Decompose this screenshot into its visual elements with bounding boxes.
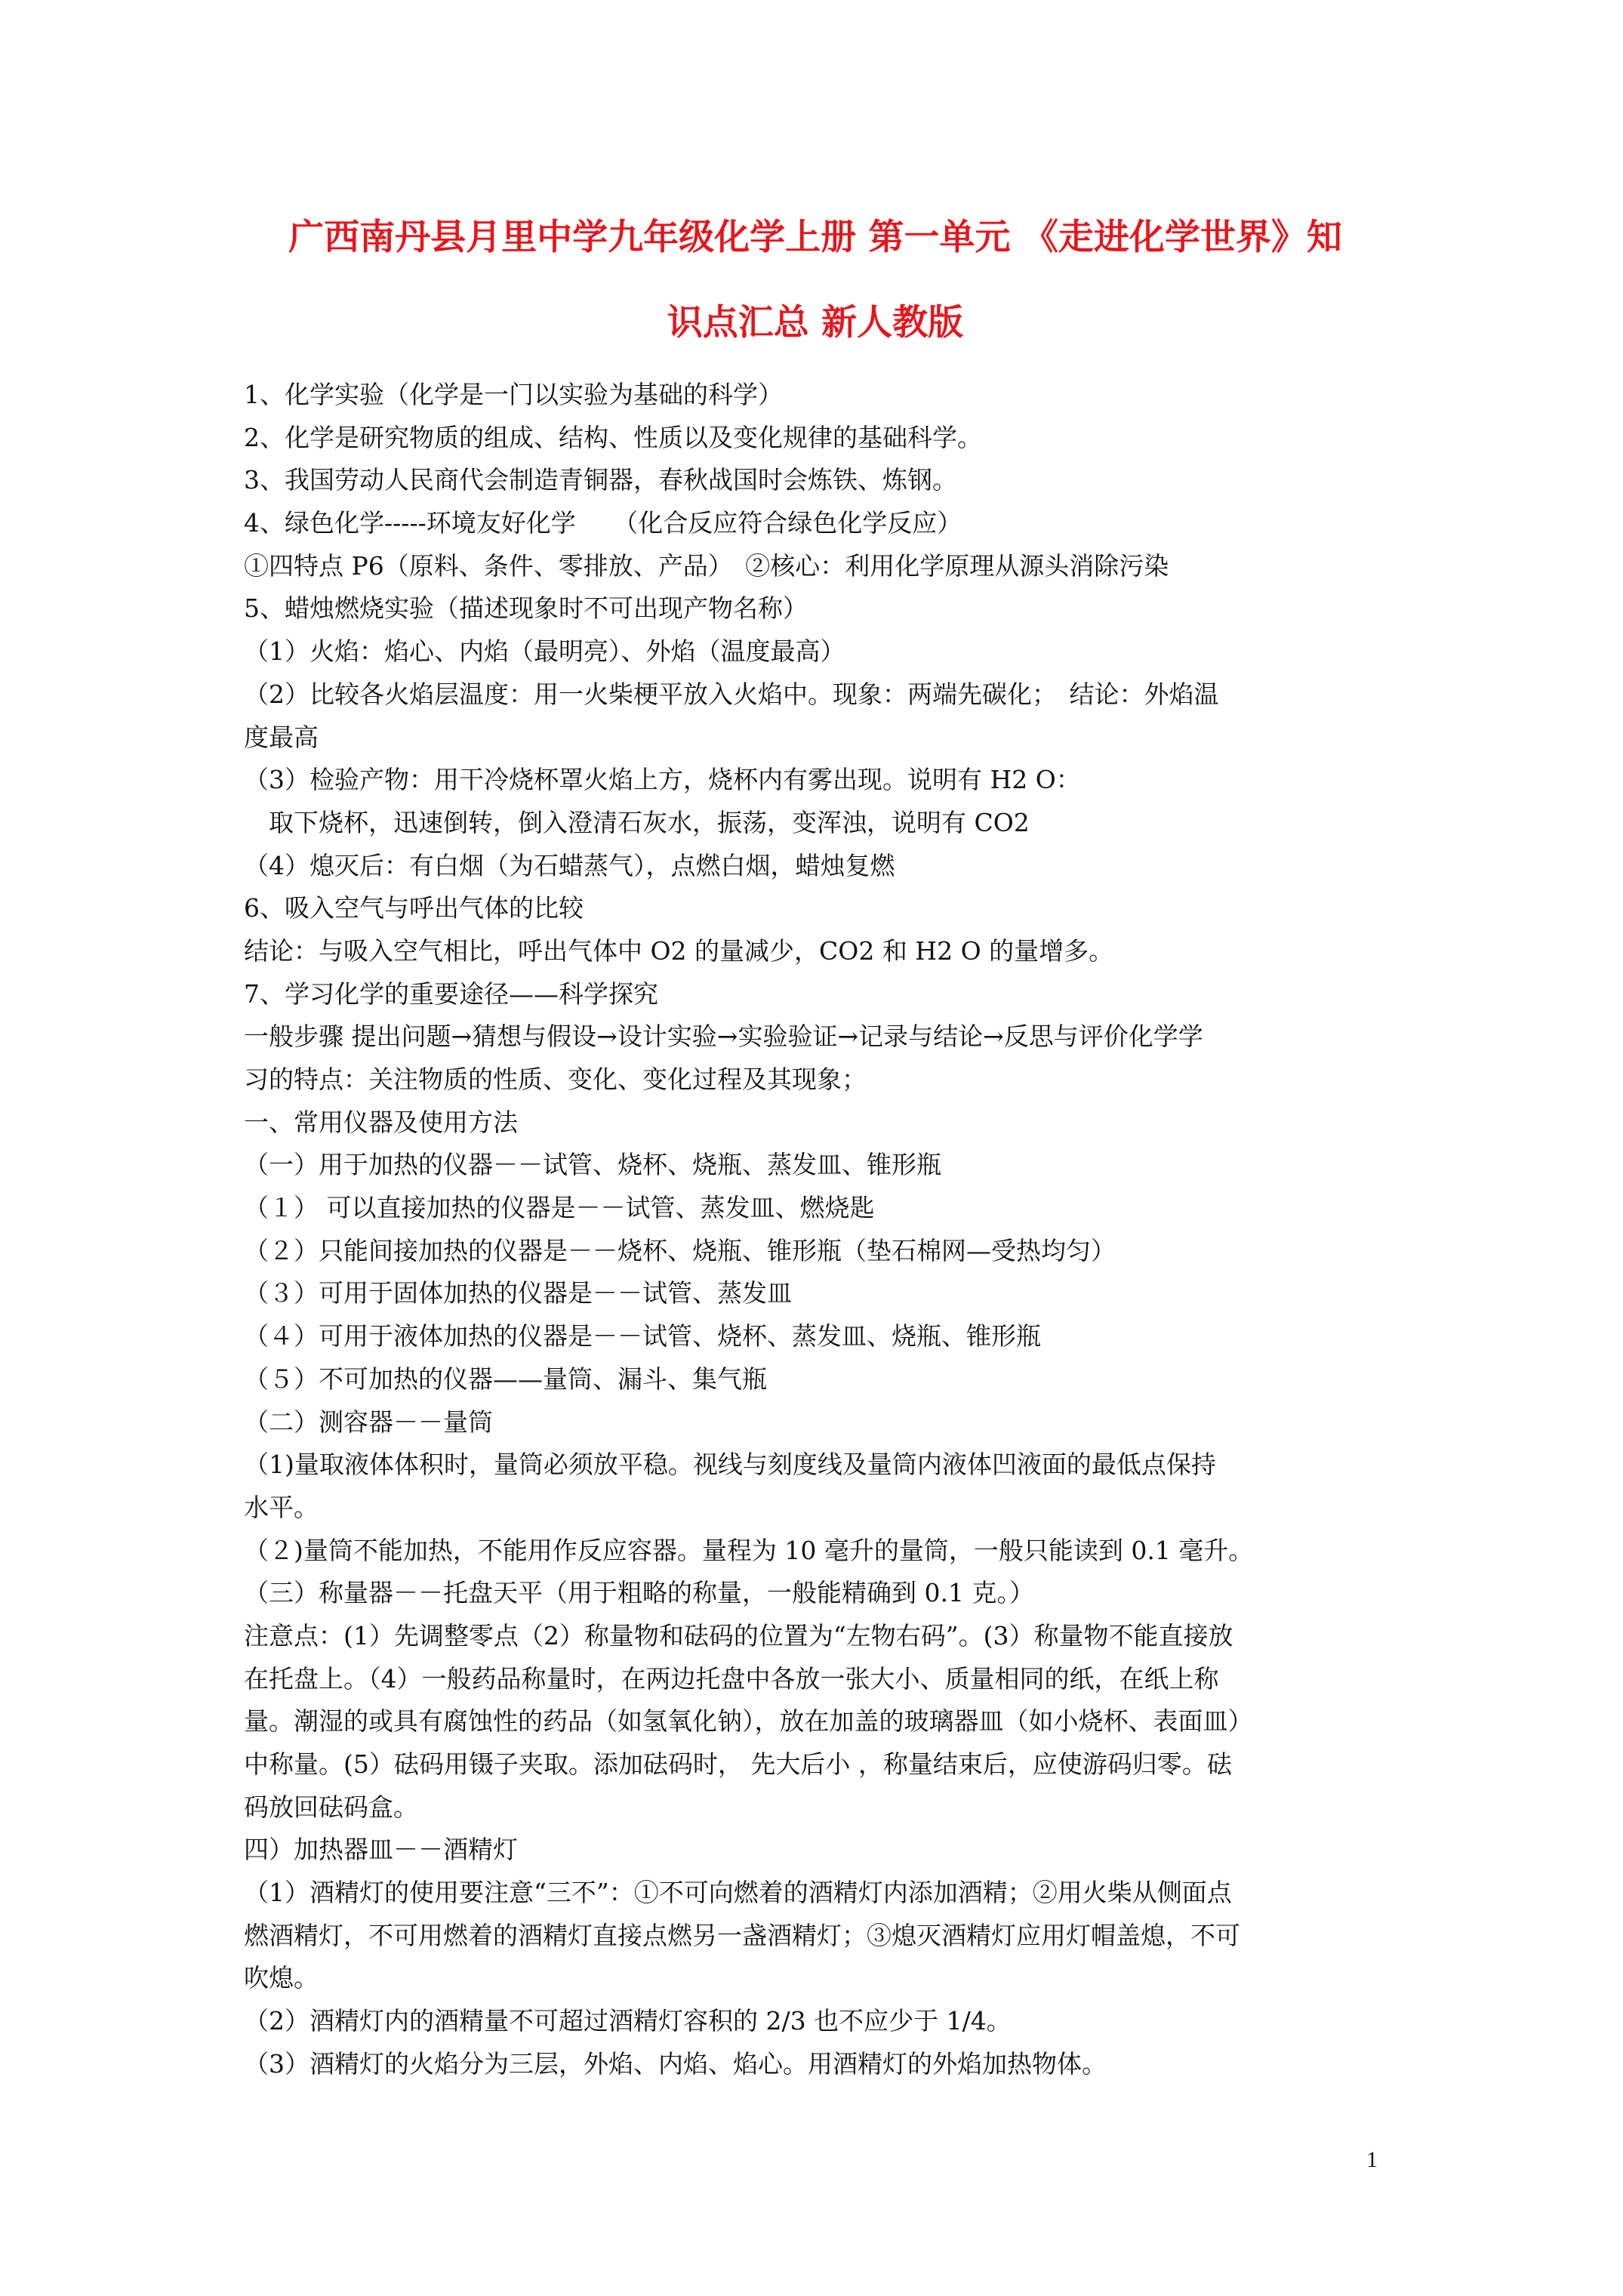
body-line: 5、蜡烛燃烧实验（描述现象时不可出现产物名称） — [244, 593, 808, 624]
body-line: 4、绿色化学-----环境友好化学 （化合反应符合绿色化学反应） — [244, 508, 962, 538]
body-line: 在托盘上。（4）一般药品称量时，在两边托盘中各放一张大小、质量相同的纸，在纸上称 — [244, 1663, 1219, 1693]
body-line: （３）可用于固体加热的仪器是－－试管、蒸发皿 — [244, 1278, 792, 1308]
body-line: 度最高 — [244, 722, 319, 752]
body-line: 注意点：(1）先调整零点（2）称量物和砝码的位置为“左物右码”。(3）称量物不能直接放 — [244, 1620, 1233, 1650]
body-line: （1）酒精灯的使用要注意“三不”：①不可向燃着的酒精灯内添加酒精；②用火柴从侧面点 — [244, 1878, 1232, 1908]
body-line: 一般步骤 提出问题→猜想与假设→设计实验→实验验证→记录与结论→反思与评价化学学 — [244, 1022, 1203, 1052]
body-line: （2）比较各火焰层温度：用一火柴梗平放入火焰中。现象：两端先碳化； 结论：外焰温 — [244, 679, 1219, 709]
body-line: 水平。 — [244, 1492, 319, 1522]
body-line: 燃酒精灯，不可用燃着的酒精灯直接点燃另一盏酒精灯；③熄灭酒精灯应用灯帽盖熄，不可 — [244, 1920, 1240, 1950]
body-line: （２)量筒不能加热，不能用作反应容器。量程为 10 毫升的量筒，一般只能读到 0.1 毫升。 — [244, 1535, 1254, 1565]
body-line: （3）检验产物：用干冷烧杯罩火焰上方，烧杯内有雾出现。说明有 H2 O： — [244, 765, 1081, 795]
document-title-line-1: 广西南丹县月里中学九年级化学上册 第一单元 《走进化学世界》知 — [288, 217, 1342, 258]
body-line: 3、我国劳动人民商代会制造青铜器，春秋战国时会炼铁、炼钢。 — [244, 465, 957, 495]
document-title-line-2: 识点汇总 新人教版 — [667, 302, 964, 344]
body-line: （４）可用于液体加热的仪器是－－试管、烧杯、蒸发皿、烧瓶、锥形瓶 — [244, 1321, 1041, 1351]
body-line: （4）熄灭后：有白烟（为石蜡蒸气），点燃白烟，蜡烛复燃 — [244, 850, 895, 880]
body-line: （1)量取液体体积时，量筒必须放平稳。视线与刻度线及量筒内液体凹液面的最低点保持 — [244, 1450, 1216, 1480]
body-line: 吹熄。 — [244, 1963, 319, 1993]
body-line: （3）酒精灯的火焰分为三层，外焰、内焰、焰心。用酒精灯的外焰加热物体。 — [244, 2048, 1107, 2079]
body-line: （２）只能间接加热的仪器是－－烧杯、烧瓶、锥形瓶（垫石棉网—受热均匀） — [244, 1235, 1116, 1265]
body-line: （三）称量器－－托盘天平（用于粗略的称量，一般能精确到 0.1 克。） — [244, 1578, 1034, 1608]
body-line: （二）测容器－－量筒 — [244, 1407, 493, 1437]
body-line: 码放回砝码盒。 — [244, 1792, 418, 1822]
body-line: 7、学习化学的重要途径——科学探究 — [244, 978, 658, 1009]
body-line: 6、吸入空气与呼出气体的比较 — [244, 893, 584, 923]
document-body — [244, 374, 1406, 2086]
body-line: ①四特点 P6（原料、条件、零排放、产品） ②核心：利用化学原理从源头消除污染 — [244, 550, 1169, 581]
body-line: （1）火焰：焰心、内焰（最明亮）、外焰（温度最高） — [244, 636, 845, 667]
body-line: 中称量。(5）砝码用镊子夹取。添加砝码时， 先大后小 ，称量结束后，应使游码归零。砝 — [244, 1749, 1232, 1779]
body-line: 习的特点：关注物质的性质、变化、变化过程及其现象； — [244, 1065, 867, 1094]
body-line: 一、常用仪器及使用方法 — [244, 1107, 518, 1137]
body-line: 取下烧杯，迅速倒转，倒入澄清石灰水，振荡，变浑浊，说明有 CO2 — [244, 807, 1030, 837]
body-line: 结论：与吸入空气相比，呼出气体中 O2 的量减少，CO2 和 H2 O 的量增多。 — [244, 935, 1114, 966]
body-line: （一）用于加热的仪器－－试管、烧杯、烧瓶、蒸发皿、锥形瓶 — [244, 1150, 941, 1180]
body-line: （１） 可以直接加热的仪器是－－试管、蒸发皿、燃烧匙 — [244, 1193, 875, 1223]
body-line: （５）不可加热的仪器——量筒、漏斗、集气瓶 — [244, 1364, 767, 1394]
page-number: 1 — [1366, 2147, 1378, 2172]
body-line: 1、化学实验（化学是一门以实验为基础的科学） — [244, 380, 783, 409]
body-line: （2）酒精灯内的酒精量不可超过酒精灯容积的 2/3 也不应少于 1/4。 — [244, 2006, 1012, 2036]
body-line: 四）加热器皿－－酒精灯 — [244, 1835, 518, 1865]
body-line: 2、化学是研究物质的组成、结构、性质以及变化规律的基础科学。 — [244, 422, 982, 452]
body-line: 量。潮湿的或具有腐蚀性的药品（如氢氧化钠），放在加盖的玻璃器皿（如小烧杯、表面皿） — [244, 1706, 1253, 1737]
